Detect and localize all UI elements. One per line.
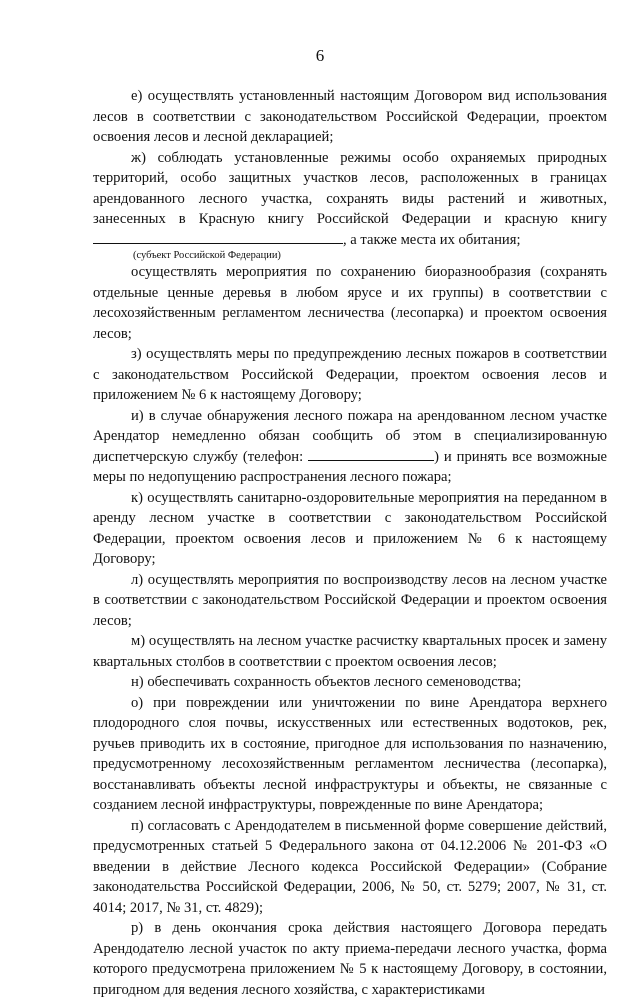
paragraph-l: л) осуществлять мероприятия по воспроизводству лесов на лесном участке в соответствии с законодательством Российской Федерации и проектом освоения лесов;: [93, 571, 607, 629]
paragraph-r: р) в день окончания срока действия настоящего Договора передать Арендодателю лесной участок по акту приема-передачи лесного участка, форма которого предусмотрена приложением № 5 к настоящему Договору, в состоянии, пригодном для ведения лесного хозяйства, с характеристиками: [93, 920, 607, 998]
subject-caption: (субъект Российской Федерации): [133, 250, 281, 261]
paragraph-i-tail: ) и принять все возможные меры по недопущению распространения лесного пожара;: [93, 448, 607, 485]
paragraph-zh: [93, 148, 607, 251]
phone-blank-line: [308, 448, 434, 461]
page-number: 6: [315, 46, 325, 65]
subject-blank-line: [93, 231, 343, 244]
paragraph-z: з) осуществлять меры по предупреждению лесных пожаров в соответствии с законодательством Российской Федерации, проектом освоения лесов и приложением № 6 к настоящему Договору;: [93, 346, 607, 403]
paragraph-e: е) осуществлять установленный настоящим Договором вид использования лесов в соответствии с законодательством Российской Федерации, проектом освоения лесов и лесной декларацией;: [93, 88, 607, 145]
paragraph-i: [93, 406, 607, 488]
paragraph-i-text: и) в случае обнаружения лесного пожара на арендованном лесном участке Арендатор немедленно обязан сообщить об этом в специализированную диспетчерскую службу (телефон:: [93, 407, 607, 465]
paragraph-o: о) при повреждении или уничтожении по вине Арендатора верхнего плодородного слоя почвы, искусственных или естественных водотоков, рек, ручьев приводить их в состояние, пригодное для использования по назначению, предусмотренному лесохозяйственным регламентом лесничества (лесопарка), восстанавливать объекты лесной инфраструктуры и объекты, не связанные с созданием лесной инфраструктуры, поврежденные по вине Арендатора;: [93, 694, 607, 813]
paragraph-zh-tail: , а также места их обитания;: [343, 231, 521, 248]
document-body: [93, 86, 607, 1000]
paragraph-biodiversity: осуществлять мероприятия по сохранению биоразнообразия (сохранять отдельные ценные деревья в любом ярусе и их группы) в соответствии с лесохозяйственным регламентом лесничества (лесопарка) и проектом освоения лесов;: [93, 264, 607, 342]
paragraph-zh-text: ж) соблюдать установленные режимы особо охраняемых природных территорий, особо защитных участков лесов, расположенных в границах арендованного лесного участка, сохранять виды растений и животных, занесенных в Красную книгу Российской Федерации и красную книгу: [93, 149, 607, 227]
paragraph-p: п) согласовать с Арендодателем в письменной форме совершение действий, предусмотренных статьей 5 Федерального закона от 04.12.2006 № 201-ФЗ «О введении в действие Лесного кодекса Российской Федерации» (Собрание законодательства Российской Федерации, 2006, № 50, ст. 5279; 2007, № 31, ст. 4014; 2017, № 31, ст. 4829);: [93, 817, 607, 916]
paragraph-n: н) обеспечивать сохранность объектов лесного семеноводства;: [131, 674, 522, 690]
paragraph-m: м) осуществлять на лесном участке расчистку квартальных просек и замену квартальных столбов в соответствии с проектом освоения лесов;: [93, 633, 607, 670]
paragraph-k: к) осуществлять санитарно-оздоровительные мероприятия на переданном в аренду лесном участке в соответствии с законодательством Российской Федерации, проектом освоения лесов и приложением № 6 к настоящему Договору;: [93, 489, 607, 567]
